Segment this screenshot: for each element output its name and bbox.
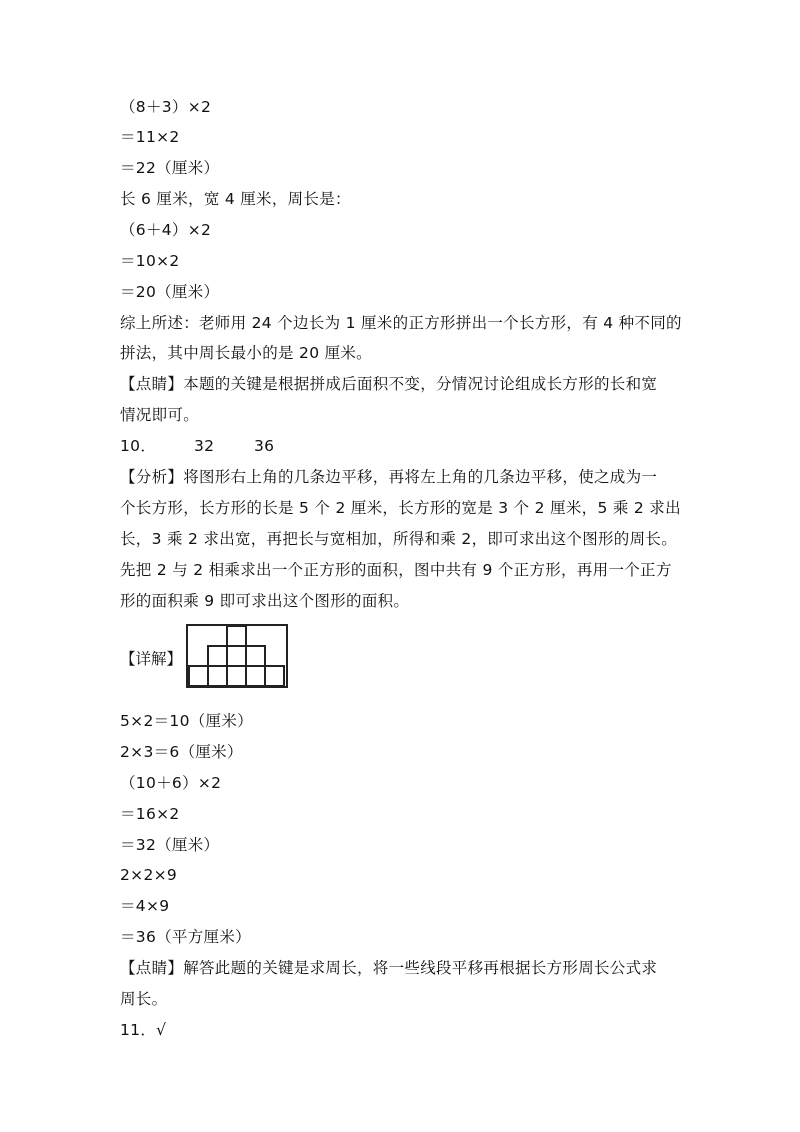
- answer-blank-2: 36: [254, 437, 275, 455]
- calc-line: ＝32（厘米）: [120, 836, 220, 854]
- text-line: 综上所述：老师用 24 个边长为 1 厘米的正方形拼出一个长方形，有 4 种不同的: [120, 314, 682, 332]
- stepped-squares-figure: [186, 624, 288, 688]
- square: [227, 626, 246, 646]
- figure-frame: [187, 625, 287, 687]
- text-line: （6＋4）×2: [120, 221, 212, 239]
- question-10-answers: [120, 435, 274, 457]
- analysis-line: 形的面积乘 9 即可求出这个图形的面积。: [120, 592, 410, 610]
- square: [208, 666, 227, 686]
- analysis-line: 长，3 乘 2 求出宽，再把长与宽相加，所得和乘 2，即可求出这个图形的周长。: [120, 530, 677, 548]
- square: [265, 666, 284, 686]
- comment-line: 情况即可。: [120, 406, 200, 424]
- detail-figure-row: [120, 624, 320, 690]
- text-line: （8＋3）×2: [120, 98, 212, 116]
- text-line: 长 6 厘米，宽 4 厘米，周长是：: [120, 190, 351, 208]
- square: [227, 646, 246, 666]
- calc-line: 2×3＝6（厘米）: [120, 743, 243, 761]
- text-line: ＝22（厘米）: [120, 159, 220, 177]
- calc-line: ＝4×9: [120, 897, 170, 915]
- analysis-line: 【分析】将图形右上角的几条边平移，再将左上角的几条边平移，使之成为一: [120, 468, 658, 486]
- square: [246, 666, 265, 686]
- answer-blank-1: 32: [194, 437, 215, 455]
- comment-line: 【点睛】本题的关键是根据拼成后面积不变，分情况讨论组成长方形的长和宽: [120, 375, 658, 393]
- text-line: ＝20（厘米）: [120, 283, 220, 301]
- text-line: ＝10×2: [120, 252, 180, 270]
- analysis-line: 先把 2 与 2 相乘求出一个正方形的面积，图中共有 9 个正方形，再用一个正方: [120, 561, 672, 579]
- square: [208, 646, 227, 666]
- calc-line: 5×2＝10（厘米）: [120, 712, 253, 730]
- square: [227, 666, 246, 686]
- square: [246, 646, 265, 666]
- calc-line: 2×2×9: [120, 866, 178, 884]
- detail-label: 【详解】: [120, 650, 183, 668]
- comment-line: 周长。: [120, 990, 168, 1008]
- calc-line: ＝16×2: [120, 805, 180, 823]
- question-11-answer: 11．√: [120, 1021, 167, 1039]
- comment-line: 【点睛】解答此题的关键是求周长，将一些线段平移再根据长方形周长公式求: [120, 959, 658, 977]
- square: [189, 666, 208, 686]
- calc-line: ＝36（平方厘米）: [120, 928, 251, 946]
- calc-line: （10＋6）×2: [120, 774, 222, 792]
- analysis-line: 个长方形，长方形的长是 5 个 2 厘米，长方形的宽是 3 个 2 厘米，5 乘 2 求出: [120, 499, 681, 517]
- text-line: 拼法，其中周长最小的是 20 厘米。: [120, 344, 372, 362]
- text-line: ＝11×2: [120, 128, 180, 146]
- question-number: 10．: [120, 437, 157, 455]
